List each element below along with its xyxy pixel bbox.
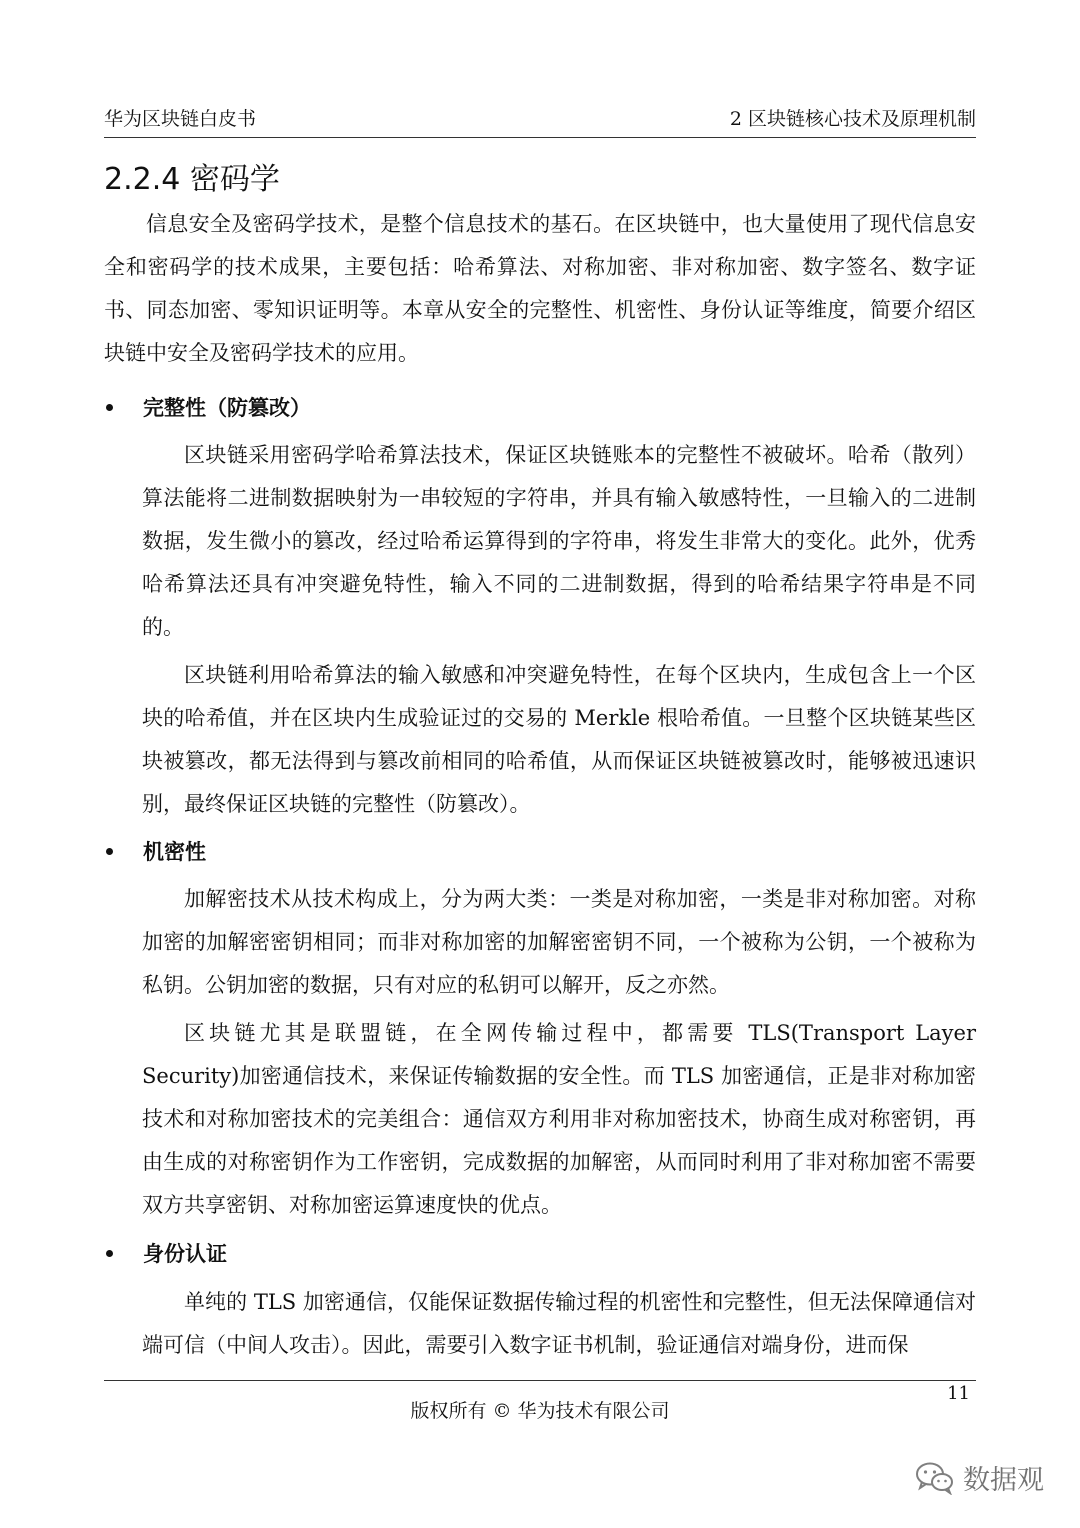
bullet-authentication [104,1238,227,1268]
bullet-label: 机密性 [143,840,206,864]
bullet-label: 完整性（防篡改） [143,396,311,420]
bullet-dot-icon [106,1250,113,1257]
section-title: 2.2.4 密码学 [104,162,280,197]
body-paragraph: 区块链利用哈希算法的输入敏感和冲突避免特性，在每个区块内，生成包含上一个区块的哈希值，并在区块内生成验证过的交易的 Merkle 根哈希值。一旦整个区块链某些区块被篡改，都无法得到与篡改前相同的哈希值，从而保证区块链被篡改时，能够被迅速识别，最终保证区块链的完整性（防篡改）。 [142,663,976,816]
bullet-confidentiality [104,836,206,866]
footer-rule [104,1380,976,1381]
body-paragraph: 单纯的 TLS 加密通信，仅能保证数据传输过程的机密性和完整性，但无法保障通信对端可信（中间人攻击）。因此，需要引入数字证书机制，验证通信对端身份，进而保 [142,1290,976,1357]
watermark [915,1458,1044,1497]
intro-paragraph: 信息安全及密码学技术，是整个信息技术的基石。在区块链中，也大量使用了现代信息安全和密码学的技术成果，主要包括：哈希算法、对称加密、非对称加密、数字签名、数字证书、同态加密、零知识证明等。本章从安全的完整性、机密性、身份认证等维度，简要介绍区块链中安全及密码学技术的应用。 [104,212,976,365]
copyright-notice: 版权所有 © 华为技术有限公司 [410,1400,670,1422]
body-paragraph: 区块链尤其是联盟链，在全网传输过程中，都需要 TLS(Transport Layer Security)加密通信技术，来保证传输数据的安全性。而 TLS 加密通信，正是非对称加密技术和对称加密技术的完美组合：通信双方利用非对称加密技术，协商生成对称密钥，再由生成的对称密钥作为工作密钥，完成数据的加解密，从而同时利用了非对称加密不需要双方共享密钥、对称加密运算速度快的优点。 [142,1021,976,1217]
page-number: 11 [947,1383,970,1404]
bullet-dot-icon [106,404,113,411]
bullet-label: 身份认证 [143,1242,227,1266]
watermark-text: 数据观 [963,1465,1044,1496]
header-document-title: 华为区块链白皮书 [104,108,257,130]
running-header [104,104,976,138]
body-paragraph: 区块链采用密码学哈希算法技术，保证区块链账本的完整性不被破坏。哈希（散列）算法能将二进制数据映射为一串较短的字符串，并具有输入敏感特性，一旦输入的二进制数据，发生微小的篡改，经过哈希运算得到的字符串，将发生非常大的变化。此外，优秀哈希算法还具有冲突避免特性，输入不同的二进制数据，得到的哈希结果字符串是不同的。 [142,443,976,639]
body-paragraph: 加解密技术从技术构成上，分为两大类：一类是对称加密，一类是非对称加密。对称加密的加解密密钥相同；而非对称加密的加解密密钥不同，一个被称为公钥，一个被称为私钥。公钥加密的数据，只有对应的私钥可以解开，反之亦然。 [142,887,976,997]
bullet-integrity [104,392,311,422]
bullet-dot-icon [106,848,113,855]
wechat-icon [915,1461,955,1495]
header-chapter-title: 2 区块链核心技术及原理机制 [729,108,976,130]
